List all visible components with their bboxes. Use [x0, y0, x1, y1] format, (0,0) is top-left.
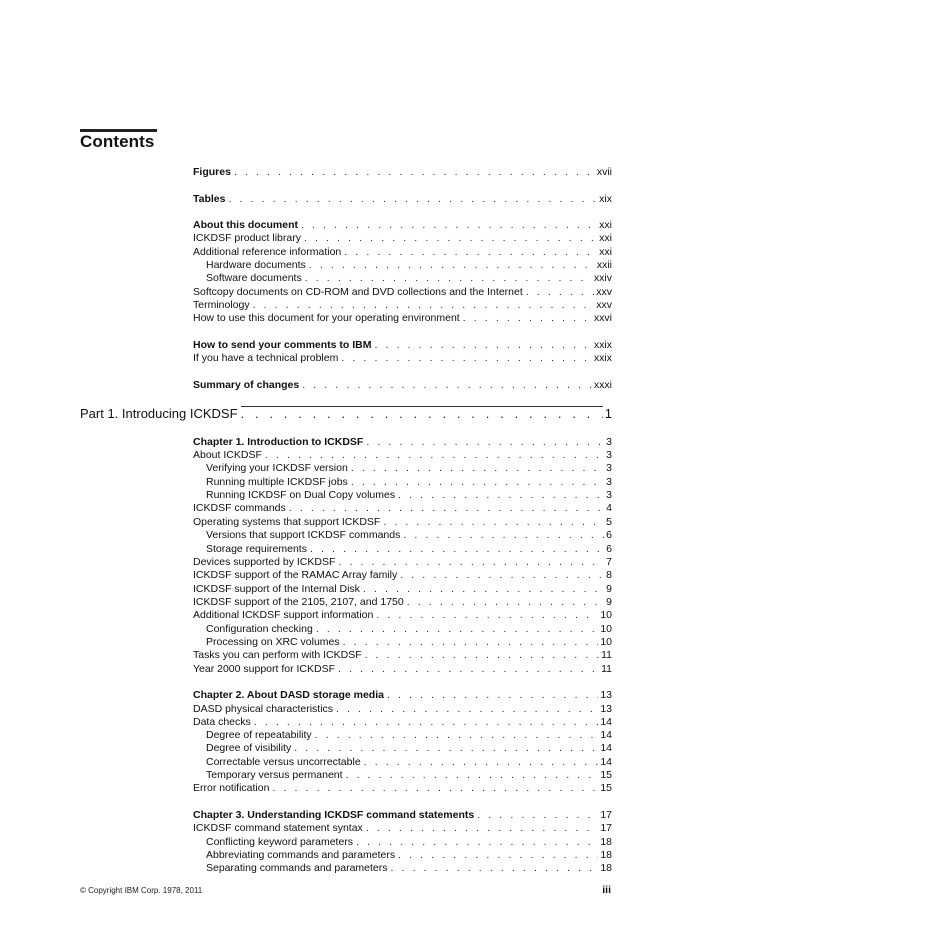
toc-leader-dots	[253, 299, 595, 312]
toc-entry-title: ICKDSF support of the RAMAC Array family	[193, 569, 400, 582]
toc-entry-page: xxix	[593, 352, 612, 364]
toc-entry[interactable]	[193, 782, 612, 795]
toc-entry-page: 18	[600, 849, 612, 861]
toc-entry-title: Correctable versus uncorrectable	[206, 756, 364, 769]
toc-entry[interactable]	[206, 259, 612, 272]
toc-entry-title: ICKDSF product library	[193, 232, 304, 245]
toc-entry-title: Additional ICKDSF support information	[193, 609, 376, 622]
toc-leader-dots	[228, 193, 597, 206]
toc-leader-dots	[400, 569, 604, 582]
toc-entry-page: 14	[600, 756, 612, 768]
toc-entry-page: xxii	[596, 259, 612, 271]
toc-entry-title: Chapter 2. About DASD storage media	[193, 689, 387, 702]
toc-leader-dots	[366, 822, 599, 835]
toc-leader-dots	[341, 352, 592, 365]
toc-leader-dots	[309, 259, 595, 272]
toc-entry[interactable]	[206, 462, 612, 475]
toc-entry[interactable]	[193, 299, 612, 312]
toc-entry-page: xxxi	[593, 379, 612, 391]
toc-entry-page: 5	[606, 516, 612, 528]
toc-leader-dots	[391, 862, 599, 875]
toc-leader-dots	[305, 272, 592, 285]
toc-entry-title: Configuration checking	[206, 623, 316, 636]
toc-entry-page: 3	[606, 489, 612, 501]
toc-entry[interactable]	[193, 649, 612, 662]
toc-entry-title: Degree of repeatability	[206, 729, 315, 742]
toc-entry[interactable]	[193, 516, 612, 529]
toc-leader-dots	[254, 716, 599, 729]
toc-leader-dots	[387, 689, 598, 702]
toc-entry-title: Operating systems that support ICKDSF	[193, 516, 383, 529]
toc-entry-title: Chapter 1. Introduction to ICKDSF	[193, 436, 366, 449]
toc-leader-dots	[346, 769, 599, 782]
toc-entry[interactable]	[206, 489, 612, 502]
toc-entry-title: Running ICKDSF on Dual Copy volumes	[206, 489, 398, 502]
toc-entry[interactable]	[193, 689, 612, 702]
toc-entry-page: xxi	[599, 232, 612, 244]
toc-entry[interactable]	[206, 836, 612, 849]
toc-entry-page: 18	[600, 836, 612, 848]
toc-entry-title: Running multiple ICKDSF jobs	[206, 476, 351, 489]
toc-leader-dots	[343, 636, 599, 649]
toc-leader-dots	[526, 286, 595, 299]
toc-entry-title: Part 1. Introducing ICKDSF	[80, 406, 241, 422]
toc-leader-dots	[234, 166, 595, 179]
toc-leader-dots	[351, 462, 604, 475]
toc-entry[interactable]	[193, 286, 612, 299]
toc-leader-dots	[364, 756, 599, 769]
toc-entry-page: xxix	[593, 339, 612, 351]
toc-entry[interactable]	[193, 312, 612, 325]
toc-entry-page: xxv	[596, 286, 612, 298]
toc-entry[interactable]	[193, 339, 612, 352]
toc-entry-page: 4	[606, 502, 612, 514]
toc-entry[interactable]	[193, 352, 612, 365]
toc-entry-title: About ICKDSF	[193, 449, 265, 462]
toc-entry-title: Hardware documents	[206, 259, 309, 272]
toc-entry[interactable]	[193, 193, 612, 206]
toc-entry-page: xxiv	[593, 272, 612, 284]
toc-entry-page: 13	[600, 703, 612, 715]
toc-entry-page: xvii	[596, 166, 612, 178]
toc-part-entry[interactable]	[80, 406, 612, 422]
toc-entry[interactable]	[206, 529, 612, 542]
toc-entry[interactable]	[206, 849, 612, 862]
toc-entry-title: ICKDSF support of the Internal Disk	[193, 583, 363, 596]
toc-entry-title: Abbreviating commands and parameters	[206, 849, 398, 862]
page-title: Contents	[80, 132, 155, 151]
toc-entry-page: xxvi	[593, 312, 612, 324]
toc-entry-page: 11	[601, 663, 612, 675]
toc-entry-page: 7	[606, 556, 612, 568]
toc-entry-page: xxi	[599, 246, 612, 258]
toc-entry-title: If you have a technical problem	[193, 352, 341, 365]
toc-entry-page: 14	[600, 742, 612, 754]
toc-leader-dots	[463, 312, 592, 325]
toc-leader-dots	[301, 219, 597, 232]
toc-entry[interactable]	[193, 822, 612, 835]
toc-leader-dots	[272, 782, 598, 795]
toc-leader-dots	[265, 449, 604, 462]
toc-entry[interactable]	[193, 219, 612, 232]
toc-entry-page: 13	[600, 689, 612, 701]
toc-entry-page: 3	[606, 436, 612, 448]
toc-entry-title: Tasks you can perform with ICKDSF	[193, 649, 365, 662]
toc-leader-dots	[304, 232, 597, 245]
toc-entry[interactable]	[206, 623, 612, 636]
toc-leader-dots	[338, 556, 604, 569]
toc-entry-title: Separating commands and parameters	[206, 862, 391, 875]
toc-entry[interactable]	[193, 663, 612, 676]
toc-leader-dots	[351, 476, 604, 489]
toc-entry-page: 14	[600, 716, 612, 728]
toc-leader-dots	[403, 529, 604, 542]
toc-leader-dots	[407, 596, 604, 609]
toc-entry-title: Versions that support ICKDSF commands	[206, 529, 403, 542]
toc-leader-dots	[383, 516, 604, 529]
toc-leader-dots	[310, 543, 604, 556]
toc-entry-page: xxv	[596, 299, 612, 311]
toc-entry-page: 6	[606, 529, 612, 541]
toc-entry-page: 17	[600, 822, 612, 834]
toc-entry-page: xix	[599, 193, 612, 205]
toc-entry-title: Softcopy documents on CD-ROM and DVD collections and the Internet	[193, 286, 526, 299]
toc-entry-page: 10	[600, 609, 612, 621]
toc-entry-page: 1	[604, 406, 612, 421]
toc-leader-dots	[366, 436, 604, 449]
toc-entry-page: 10	[600, 636, 612, 648]
toc-entry[interactable]	[193, 246, 612, 259]
toc-entry-title: Year 2000 support for ICKDSF	[193, 663, 338, 676]
toc-entry[interactable]	[206, 862, 612, 875]
toc-entry-page: 3	[606, 449, 612, 461]
toc-entry-title: Verifying your ICKDSF version	[206, 462, 351, 475]
toc-entry[interactable]	[193, 449, 612, 462]
toc-entry[interactable]	[193, 809, 612, 822]
toc-leader-dots	[376, 609, 598, 622]
toc-entry[interactable]	[206, 636, 612, 649]
toc-entry-title: Processing on XRC volumes	[206, 636, 343, 649]
toc-entry[interactable]	[193, 556, 612, 569]
toc-entry-title: ICKDSF commands	[193, 502, 289, 515]
toc-leader-dots	[477, 809, 598, 822]
toc-entry-title: Additional reference information	[193, 246, 344, 259]
toc-leader-dots	[398, 849, 598, 862]
toc-entry-title: Figures	[193, 166, 234, 179]
toc-entry[interactable]	[193, 703, 612, 716]
toc-entry-title: Data checks	[193, 716, 254, 729]
toc-entry[interactable]	[193, 166, 612, 179]
toc-leader-dots	[302, 379, 592, 392]
toc-entry[interactable]	[193, 716, 612, 729]
toc-entry-page: 15	[600, 769, 612, 781]
toc-entry-title: ICKDSF support of the 2105, 2107, and 1750	[193, 596, 407, 609]
toc-entry-page: 17	[600, 809, 612, 821]
toc-entry-title: How to send your comments to IBM	[193, 339, 375, 352]
toc-leader-dots	[363, 583, 604, 596]
toc-leader-dots	[365, 649, 599, 662]
toc-entry[interactable]	[193, 596, 612, 609]
toc-entry-page: 3	[606, 476, 612, 488]
toc-entry-title: About this document	[193, 219, 301, 232]
toc-entry-page: 9	[606, 583, 612, 595]
toc-entry-title: DASD physical characteristics	[193, 703, 336, 716]
toc-entry-page: 9	[606, 596, 612, 608]
toc-leader-dots	[316, 623, 598, 636]
toc-entry[interactable]	[206, 543, 612, 556]
toc-entry[interactable]	[206, 756, 612, 769]
toc-leader-dots	[338, 663, 599, 676]
toc-entry-title: Conflicting keyword parameters	[206, 836, 356, 849]
toc-entry[interactable]	[193, 379, 612, 392]
toc-leader-dots	[356, 836, 598, 849]
toc-entry-title: Software documents	[206, 272, 305, 285]
toc-entry-page: 6	[606, 543, 612, 555]
toc-entry[interactable]	[206, 272, 612, 285]
toc-entry-page: 18	[600, 862, 612, 874]
toc-leader-dots	[289, 502, 604, 515]
toc-entry[interactable]	[206, 476, 612, 489]
toc-entry-title: How to use this document for your operating environment	[193, 312, 463, 325]
toc-entry[interactable]	[193, 436, 612, 449]
toc-entry[interactable]	[193, 609, 612, 622]
toc-entry-page: 10	[600, 623, 612, 635]
toc-entry-title: Chapter 3. Understanding ICKDSF command statements	[193, 809, 477, 822]
toc-entry-title: Summary of changes	[193, 379, 302, 392]
toc-leader-dots	[336, 703, 598, 716]
toc-entry[interactable]	[193, 569, 612, 582]
toc-entry[interactable]	[206, 769, 612, 782]
toc-entry-title: Degree of visibility	[206, 742, 294, 755]
toc-entry-page: 15	[600, 782, 612, 794]
toc-entry[interactable]	[206, 729, 612, 742]
toc-entry-page: 3	[606, 462, 612, 474]
toc-leader-dots	[294, 742, 598, 755]
toc-leader-dots	[375, 339, 592, 352]
page-number: iii	[602, 884, 611, 896]
toc-entry-title: Temporary versus permanent	[206, 769, 346, 782]
toc-entry-title: Terminology	[193, 299, 253, 312]
toc-entry[interactable]	[206, 742, 612, 755]
toc-entry[interactable]	[193, 583, 612, 596]
toc-entry-page: xxi	[599, 219, 612, 231]
toc-entry-title: ICKDSF command statement syntax	[193, 822, 366, 835]
toc-entry-title: Tables	[193, 193, 228, 206]
toc-entry-title: Storage requirements	[206, 543, 310, 556]
toc-leader-dots	[398, 489, 604, 502]
toc-entry-title: Error notification	[193, 782, 272, 795]
copyright-notice: © Copyright IBM Corp. 1978, 2011	[80, 886, 203, 895]
toc-entry-title: Devices supported by ICKDSF	[193, 556, 338, 569]
toc-entry-page: 8	[606, 569, 612, 581]
toc-entry[interactable]	[193, 502, 612, 515]
toc-entry[interactable]	[193, 232, 612, 245]
toc-leader-dots	[344, 246, 597, 259]
toc-entry-page: 14	[600, 729, 612, 741]
toc-leader-dots	[315, 729, 599, 742]
toc-entry-page: 11	[601, 649, 612, 661]
toc-leader-dots	[241, 406, 603, 422]
